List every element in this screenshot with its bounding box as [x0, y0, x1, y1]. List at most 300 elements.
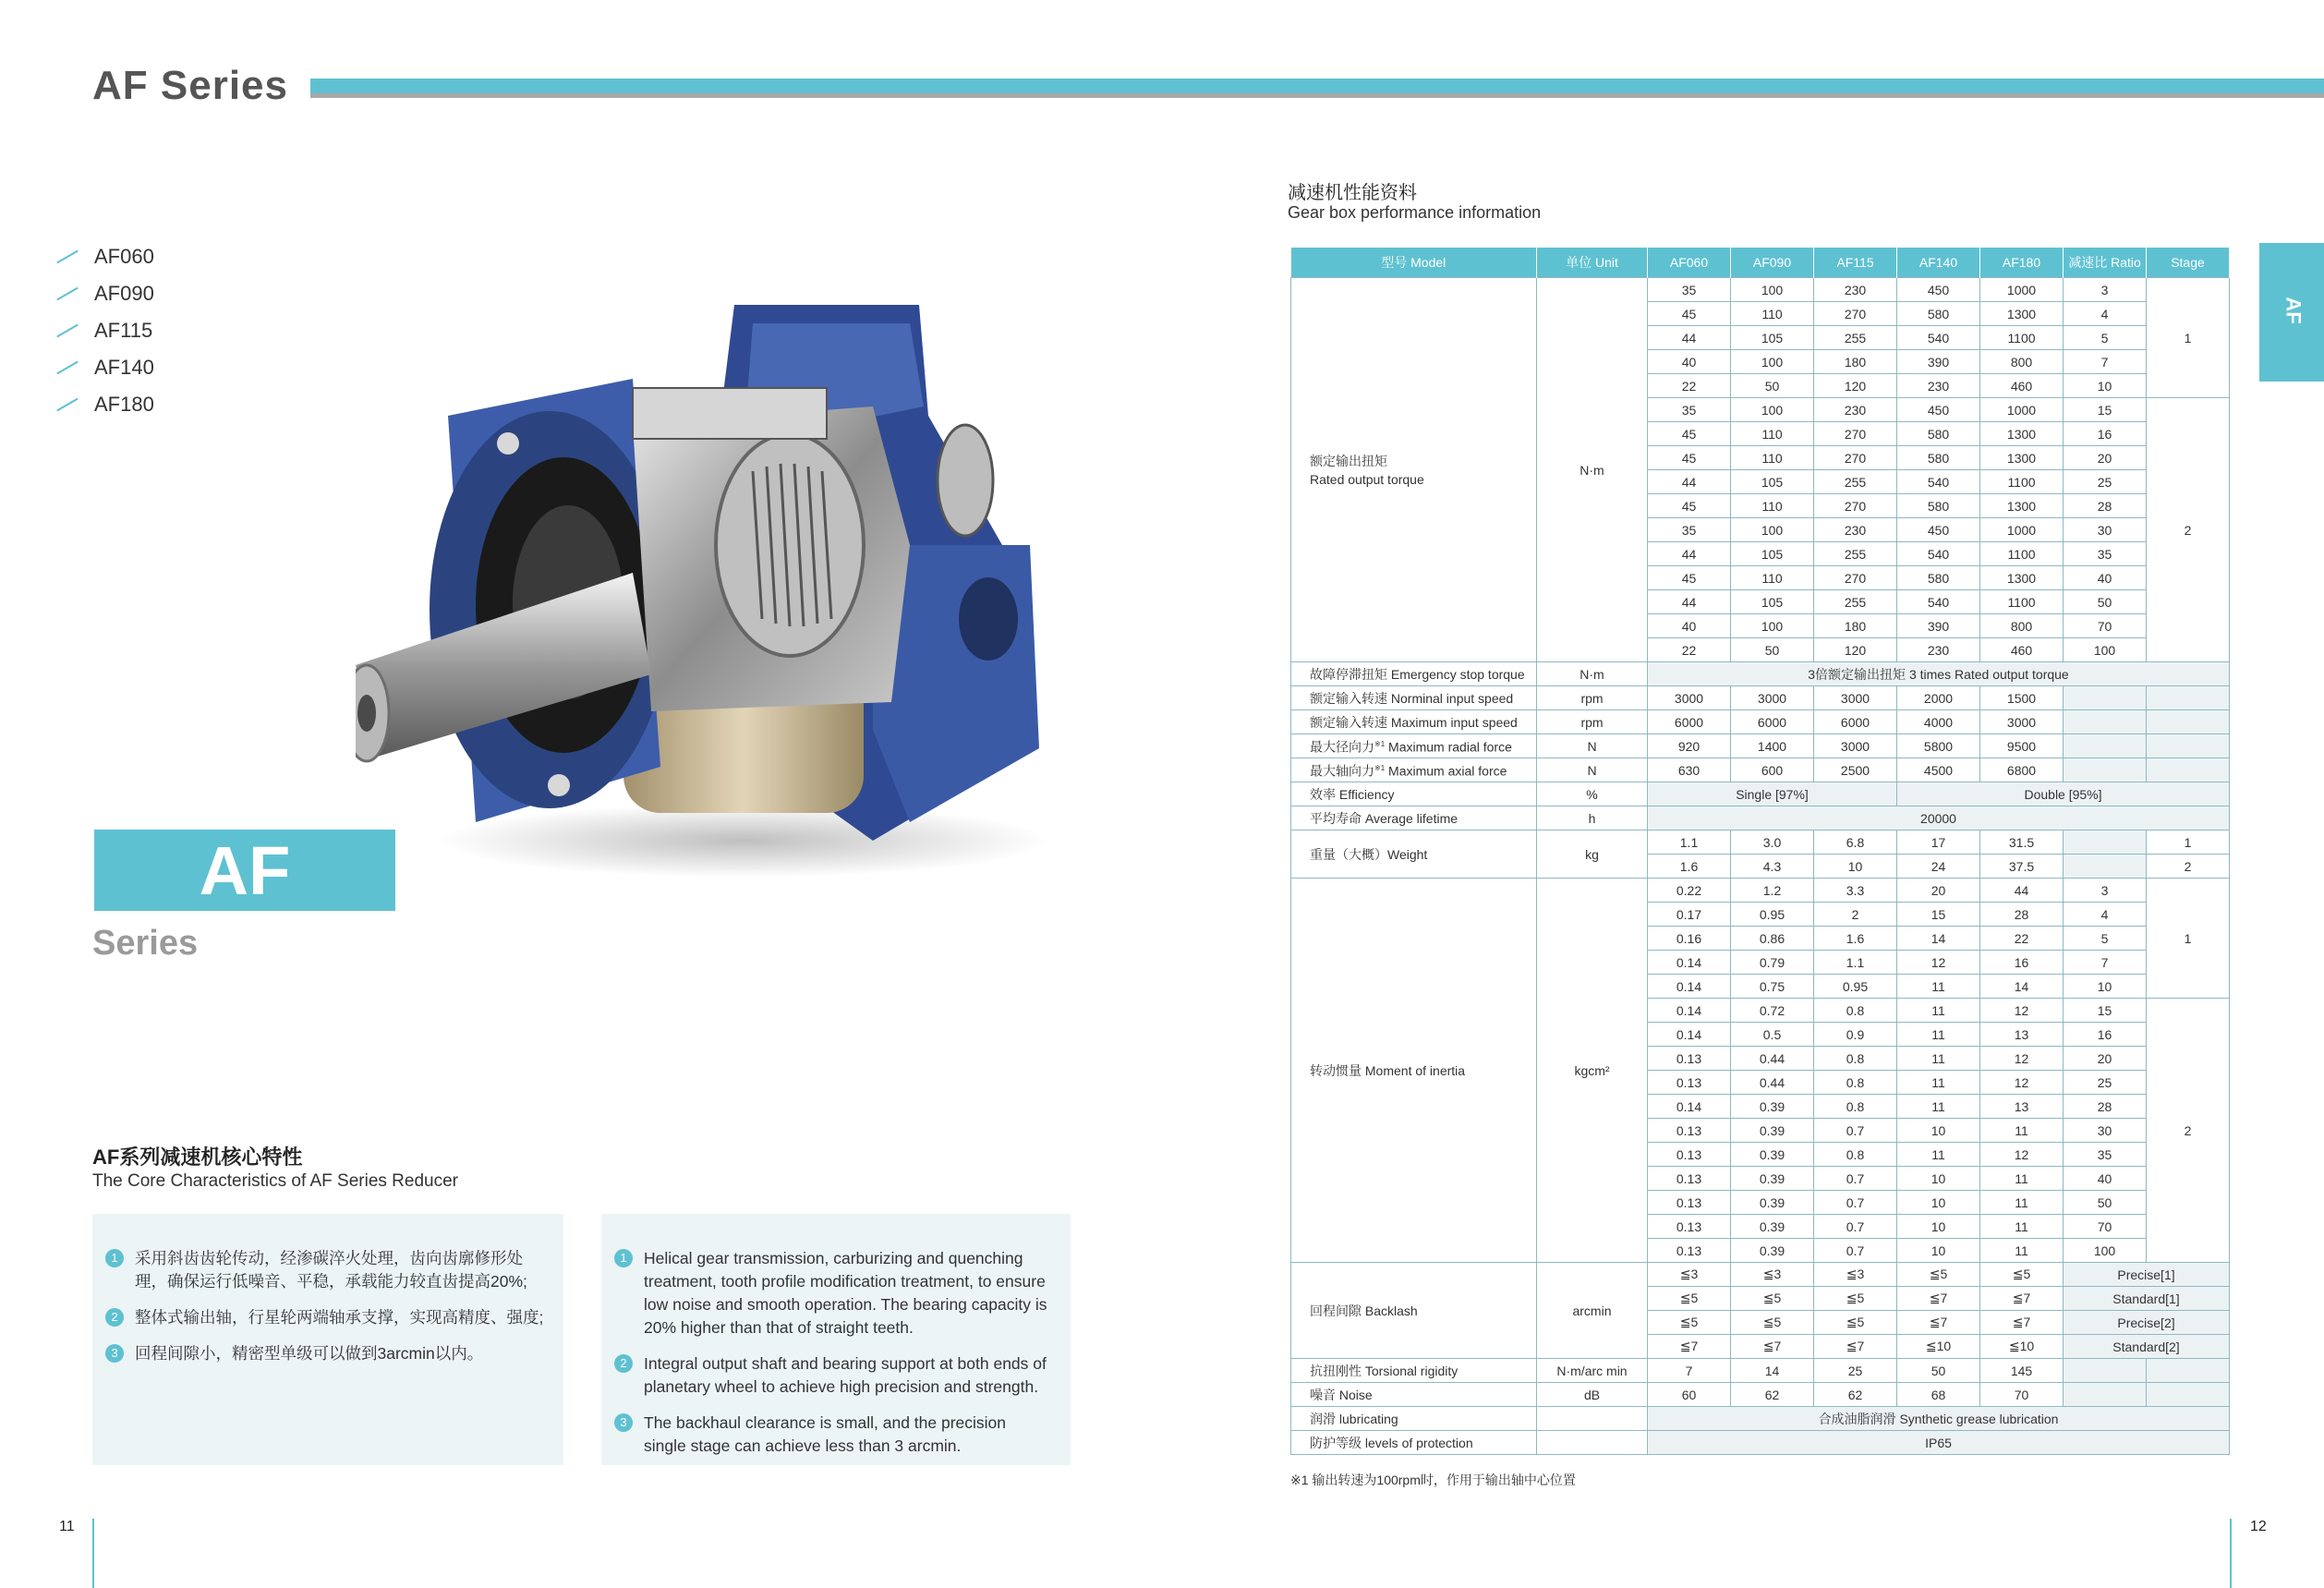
table-row	[1291, 1359, 2230, 1383]
row-label: 抗扭刚性 Torsional rigidity	[1291, 1359, 1537, 1383]
table-cell: ≦5	[1980, 1263, 2064, 1287]
perf-title-en: Gear box performance information	[1288, 203, 1542, 222]
ratio-cell: 40	[2064, 566, 2147, 590]
table-cell: 40	[1648, 350, 1731, 374]
table-cell: 6800	[1980, 758, 2064, 782]
table-cell: 255	[1814, 590, 1897, 614]
table-cell: 230	[1814, 398, 1897, 422]
table-row	[1291, 734, 2230, 758]
table-row	[1291, 710, 2230, 734]
col-header: 单位 Unit	[1537, 248, 1648, 278]
col-header: 型号 Model	[1291, 248, 1537, 278]
number-badge-icon: 3	[105, 1344, 124, 1363]
table-cell: 4.3	[1731, 855, 1814, 879]
table-cell: ≦5	[1814, 1311, 1897, 1335]
stage-cell: 2	[2147, 398, 2230, 662]
side-tab: AF	[2259, 243, 2324, 382]
table-cell: 3000	[1814, 686, 1897, 710]
table-cell: 390	[1897, 614, 1980, 638]
table-cell: 22	[1980, 927, 2064, 951]
table-cell: ≦7	[1897, 1311, 1980, 1335]
unit-cell: rpm	[1537, 686, 1648, 710]
model-list-item: AF090	[55, 275, 154, 312]
unit-cell: %	[1537, 782, 1648, 806]
ratio-cell: 25	[2064, 470, 2147, 494]
table-cell: 0.39	[1731, 1167, 1814, 1191]
table-cell	[2147, 686, 2230, 710]
table-cell	[2064, 830, 2147, 855]
row-label: 最大径向力$^{※1}$ Maximum radial force	[1291, 734, 1537, 758]
row-label: 噪音 Noise	[1291, 1383, 1537, 1407]
table-cell: 2500	[1814, 758, 1897, 782]
table-cell: 0.14	[1648, 951, 1731, 975]
table-cell: 0.7	[1814, 1167, 1897, 1191]
table-cell: 14	[1980, 975, 2064, 999]
table-row	[1291, 806, 2230, 830]
table-cell: 2000	[1897, 686, 1980, 710]
table-cell: 4500	[1897, 758, 1980, 782]
table-cell	[2147, 710, 2230, 734]
model-list-item: AF115	[55, 312, 154, 349]
table-cell: 11	[1980, 1191, 2064, 1215]
table-cell: 37.5	[1980, 855, 2064, 879]
table-cell	[2064, 758, 2147, 782]
table-cell: 540	[1897, 542, 1980, 566]
table-row	[1291, 879, 2230, 903]
unit-cell: dB	[1537, 1383, 1648, 1407]
model-list	[55, 238, 154, 423]
stage-cell: 1	[2147, 278, 2230, 398]
table-cell: ≦7	[1648, 1335, 1731, 1359]
feature-item: 3 The backhaul clearance is small, and the precision single stage can achieve less than 3 arcmin.	[614, 1412, 1052, 1458]
table-cell: 105	[1731, 590, 1814, 614]
table-cell: 1.1	[1648, 830, 1731, 855]
table-cell: 45	[1648, 302, 1731, 326]
ratio-cell: 30	[2064, 1119, 2147, 1143]
table-cell	[2147, 1359, 2230, 1383]
table-cell: 10	[1897, 1239, 1980, 1263]
table-cell: 0.39	[1731, 1119, 1814, 1143]
table-cell: 540	[1897, 590, 1980, 614]
table-cell: 630	[1648, 758, 1731, 782]
table-cell: 14	[1731, 1359, 1814, 1383]
table-cell: 270	[1814, 494, 1897, 518]
table-cell: 1100	[1980, 326, 2064, 350]
table-cell: 24	[1897, 855, 1980, 879]
table-row	[1291, 662, 2230, 686]
table-cell: 1100	[1980, 470, 2064, 494]
table-cell: 0.39	[1731, 1143, 1814, 1167]
ratio-cell: 100	[2064, 1239, 2147, 1263]
col-header: AF140	[1897, 248, 1980, 278]
table-cell: 35	[1648, 278, 1731, 302]
table-cell: 180	[1814, 350, 1897, 374]
row-label: 平均寿命 Average lifetime	[1291, 806, 1537, 830]
table-row	[1291, 1263, 2230, 1287]
table-cell: 100	[1731, 518, 1814, 542]
table-cell: 3.3	[1814, 879, 1897, 903]
table-cell: 12	[1980, 1047, 2064, 1071]
table-row	[1291, 1407, 2230, 1431]
table-cell: 105	[1731, 542, 1814, 566]
table-cell: 110	[1731, 302, 1814, 326]
feature-item: 3 回程间隙小，精密型单级可以做到3arcmin以内。	[105, 1342, 545, 1365]
table-cell: 17	[1897, 830, 1980, 855]
table-cell: 7	[1648, 1359, 1731, 1383]
table-cell: 31.5	[1980, 830, 2064, 855]
table-cell: 3.0	[1731, 830, 1814, 855]
table-cell: 230	[1897, 638, 1980, 662]
ratio-cell: 28	[2064, 494, 2147, 518]
table-header-row	[1291, 248, 2230, 278]
table-cell: 1100	[1980, 590, 2064, 614]
feature-item: 1 Helical gear transmission, carburizing and quenching treatment, tooth profile modification treatment, to ensure low noise and smooth operation. The bearing capacity is 20% higher than that of straight teeth.	[614, 1247, 1052, 1339]
table-cell: 0.7	[1814, 1239, 1897, 1263]
table-cell: 12	[1980, 999, 2064, 1023]
table-cell	[2064, 1383, 2147, 1407]
table-cell: 1400	[1731, 734, 1814, 758]
table-cell: 580	[1897, 446, 1980, 470]
row-label: 额定输入转速 Maximum input speed	[1291, 710, 1537, 734]
features-cn-box	[92, 1214, 563, 1465]
table-cell: 800	[1980, 614, 2064, 638]
ratio-cell: 70	[2064, 614, 2147, 638]
table-cell: 0.39	[1731, 1095, 1814, 1119]
table-cell: 255	[1814, 542, 1897, 566]
row-label: 最大轴向力$^{※1}$ Maximum axial force	[1291, 758, 1537, 782]
row-label: 润滑 lubricating	[1291, 1407, 1537, 1431]
table-row	[1291, 1431, 2230, 1455]
table-cell: 44	[1648, 470, 1731, 494]
feature-item: 2 Integral output shaft and bearing support at both ends of planetary wheel to achieve high precision and strength.	[614, 1352, 1052, 1399]
unit-cell: arcmin	[1537, 1263, 1648, 1359]
table-cell: 60	[1648, 1383, 1731, 1407]
features-en-box	[601, 1214, 1071, 1465]
table-cell: ≦7	[1731, 1335, 1814, 1359]
row-label: 防护等级 levels of protection	[1291, 1431, 1537, 1455]
table-cell: 44	[1648, 590, 1731, 614]
table-cell: 11	[1897, 1095, 1980, 1119]
table-cell: 10	[1897, 1167, 1980, 1191]
table-cell: 9500	[1980, 734, 2064, 758]
table-cell: 0.13	[1648, 1047, 1731, 1071]
table-cell: 6000	[1731, 710, 1814, 734]
table-cell: 1000	[1980, 398, 2064, 422]
ratio-cell: 30	[2064, 518, 2147, 542]
table-cell: 45	[1648, 446, 1731, 470]
feature-item: 1 采用斜齿齿轮传动，经渗碳淬火处理，齿向齿廓修形处理，确保运行低噪音、平稳，承载能力较直齿提高20%;	[105, 1247, 545, 1293]
ratio-cell: 7	[2064, 951, 2147, 975]
table-cell: 45	[1648, 566, 1731, 590]
table-cell: 0.16	[1648, 927, 1731, 951]
table-cell	[2064, 734, 2147, 758]
unit-cell: N·m	[1537, 278, 1648, 662]
table-cell	[2147, 758, 2230, 782]
table-cell: 270	[1814, 566, 1897, 590]
table-cell: 120	[1814, 638, 1897, 662]
table-cell: 28	[1980, 903, 2064, 927]
table-cell: ≦5	[1731, 1287, 1814, 1311]
feature-item: 2 整体式输出轴，行星轮两端轴承支撑，实现高精度、强度;	[105, 1306, 545, 1329]
table-cell: 100	[1731, 350, 1814, 374]
page-number-right: 12	[2250, 1519, 2267, 1534]
table-cell: 270	[1814, 422, 1897, 446]
table-cell: 0.14	[1648, 1023, 1731, 1047]
table-cell: 460	[1980, 374, 2064, 398]
core-title-cn: AF系列减速机核心特性	[92, 1146, 303, 1169]
table-cell: 45	[1648, 422, 1731, 446]
table-cell: ≦5	[1897, 1263, 1980, 1287]
table-cell: 35	[1648, 398, 1731, 422]
table-cell: 0.14	[1648, 1095, 1731, 1119]
table-cell: 0.14	[1648, 975, 1731, 999]
table-cell: Standard[1]	[2064, 1287, 2230, 1311]
table-cell: 0.8	[1814, 999, 1897, 1023]
table-cell: 3000	[1980, 710, 2064, 734]
table-cell: 5800	[1897, 734, 1980, 758]
slash-icon	[56, 250, 79, 264]
table-cell: 0.39	[1731, 1191, 1814, 1215]
table-cell: 145	[1980, 1359, 2064, 1383]
model-list-item: AF180	[55, 386, 154, 423]
table-cell: 3000	[1648, 686, 1731, 710]
slash-icon	[56, 287, 79, 301]
unit-cell: N·m	[1537, 662, 1648, 686]
table-cell: 1300	[1980, 494, 2064, 518]
table-cell: 1100	[1980, 542, 2064, 566]
table-cell: ≦5	[1814, 1287, 1897, 1311]
table-cell: 110	[1731, 446, 1814, 470]
table-row	[1291, 830, 2230, 855]
table-body	[1291, 278, 2230, 1455]
table-cell: 45	[1648, 494, 1731, 518]
table-cell: 20	[1897, 879, 1980, 903]
table-cell: ≦3	[1648, 1263, 1731, 1287]
ratio-cell: 50	[2064, 590, 2147, 614]
table-cell: 1.1	[1814, 951, 1897, 975]
table-cell: 1300	[1980, 446, 2064, 470]
table-cell: 11	[1897, 1143, 1980, 1167]
table-cell: 10	[1897, 1119, 1980, 1143]
table-cell: Standard[2]	[2064, 1335, 2230, 1359]
table-cell: 44	[1648, 326, 1731, 350]
table-cell: 0.86	[1731, 927, 1814, 951]
table-cell: 180	[1814, 614, 1897, 638]
table-cell: 0.5	[1731, 1023, 1814, 1047]
unit-cell: N	[1537, 734, 1648, 758]
table-row	[1291, 686, 2230, 710]
number-badge-icon: 3	[614, 1413, 633, 1432]
row-label: 故障停滞扭矩 Emergency stop torque	[1291, 662, 1537, 686]
table-cell	[2147, 734, 2230, 758]
table-cell: 0.44	[1731, 1047, 1814, 1071]
stage-cell: 1	[2147, 830, 2230, 855]
table-cell: Double [95%]	[1897, 782, 2230, 806]
table-cell: 6000	[1814, 710, 1897, 734]
table-cell: 105	[1731, 326, 1814, 350]
slash-icon	[56, 324, 79, 338]
table-cell: 920	[1648, 734, 1731, 758]
table-cell: 110	[1731, 566, 1814, 590]
table-cell: 3000	[1814, 734, 1897, 758]
row-label: 重量（大概）Weight	[1291, 830, 1537, 879]
footnote: ※1 输出转速为100rpm时，作用于输出轴中心位置	[1290, 1473, 1576, 1487]
table-cell: 100	[1731, 398, 1814, 422]
ratio-cell: 16	[2064, 1023, 2147, 1047]
table-cell	[2064, 710, 2147, 734]
table-cell: 1500	[1980, 686, 2064, 710]
table-cell: 600	[1731, 758, 1814, 782]
table-cell: 110	[1731, 422, 1814, 446]
ratio-cell: 5	[2064, 927, 2147, 951]
table-cell: 11	[1897, 1047, 1980, 1071]
col-header: AF060	[1648, 248, 1731, 278]
ratio-cell: 3	[2064, 278, 2147, 302]
table-cell: 15	[1897, 903, 1980, 927]
table-row	[1291, 278, 2230, 302]
table-cell: 3倍额定输出扭矩 3 times Rated output torque	[1648, 662, 2230, 686]
table-cell: 10	[1897, 1191, 1980, 1215]
ratio-cell: 15	[2064, 398, 2147, 422]
table-cell: ≦5	[1648, 1311, 1731, 1335]
table-cell: 6.8	[1814, 830, 1897, 855]
table-cell: 0.8	[1814, 1071, 1897, 1095]
table-cell: 1300	[1980, 302, 2064, 326]
table-cell: 44	[1980, 879, 2064, 903]
table-cell: Precise[1]	[2064, 1263, 2230, 1287]
col-header: AF115	[1814, 248, 1897, 278]
ratio-cell: 3	[2064, 879, 2147, 903]
col-header: AF090	[1731, 248, 1814, 278]
table-cell: ≦5	[1731, 1311, 1814, 1335]
table-cell: 580	[1897, 494, 1980, 518]
unit-cell: rpm	[1537, 710, 1648, 734]
page-number-left: 11	[59, 1519, 75, 1534]
table-cell: 100	[1731, 278, 1814, 302]
table-cell: 0.13	[1648, 1215, 1731, 1239]
table-cell: Precise[2]	[2064, 1311, 2230, 1335]
unit-cell	[1537, 1431, 1648, 1455]
table-cell: 580	[1897, 302, 1980, 326]
table-cell: Single [97%]	[1648, 782, 1897, 806]
stage-cell: 2	[2147, 855, 2230, 879]
table-cell: 255	[1814, 470, 1897, 494]
ratio-cell: 70	[2064, 1215, 2147, 1239]
row-label: 额定输入转速 Norminal input speed	[1291, 686, 1537, 710]
number-badge-icon: 1	[614, 1249, 633, 1267]
table-cell: 62	[1814, 1383, 1897, 1407]
table-cell: 22	[1648, 374, 1731, 398]
table-cell: 0.7	[1814, 1191, 1897, 1215]
table-cell: 1300	[1980, 566, 2064, 590]
table-cell: 12	[1897, 951, 1980, 975]
col-header: AF180	[1980, 248, 2064, 278]
slash-icon	[56, 361, 79, 375]
table-cell: 230	[1814, 518, 1897, 542]
table-cell: 0.95	[1731, 903, 1814, 927]
torque-label-en: Rated output torque	[1310, 471, 1424, 487]
table-cell: 0.13	[1648, 1167, 1731, 1191]
table-cell: 11	[1897, 975, 1980, 999]
table-cell	[2064, 855, 2147, 879]
model-list-item: AF060	[55, 238, 154, 275]
table-cell: 120	[1814, 374, 1897, 398]
table-cell: 12	[1980, 1143, 2064, 1167]
table-cell: 0.9	[1814, 1023, 1897, 1047]
table-row	[1291, 758, 2230, 782]
perf-title-cn: 减速机性能资料	[1288, 183, 1417, 203]
table-cell: IP65	[1648, 1431, 2230, 1455]
row-label: 回程间隙 Backlash	[1291, 1263, 1537, 1359]
unit-cell	[1537, 1407, 1648, 1431]
table-row	[1291, 782, 2230, 806]
table-cell: 0.7	[1814, 1215, 1897, 1239]
table-cell: 0.13	[1648, 1239, 1731, 1263]
table-cell: 1.6	[1648, 855, 1731, 879]
col-header: 减速比 Ratio	[2064, 248, 2147, 278]
table-cell: 14	[1897, 927, 1980, 951]
table-cell: 13	[1980, 1023, 2064, 1047]
table-cell: 110	[1731, 494, 1814, 518]
table-cell: 12	[1980, 1071, 2064, 1095]
table-cell: ≦7	[1814, 1335, 1897, 1359]
table-cell: 10	[1897, 1215, 1980, 1239]
table-cell: 11	[1980, 1167, 2064, 1191]
ratio-cell: 20	[2064, 1047, 2147, 1071]
table-cell: 255	[1814, 326, 1897, 350]
page-title: AF Series	[92, 63, 288, 108]
table-cell: 390	[1897, 350, 1980, 374]
table-cell: 0.7	[1814, 1119, 1897, 1143]
table-cell: 0.22	[1648, 879, 1731, 903]
unit-cell: h	[1537, 806, 1648, 830]
table-cell: 270	[1814, 302, 1897, 326]
table-cell: 1300	[1980, 422, 2064, 446]
table-cell: 270	[1814, 446, 1897, 470]
table-cell: ≦10	[1897, 1335, 1980, 1359]
ratio-cell: 15	[2064, 999, 2147, 1023]
table-cell: 10	[1814, 855, 1897, 879]
core-title-en: The Core Characteristics of AF Series Reducer	[92, 1171, 458, 1191]
ratio-cell: 16	[2064, 422, 2147, 446]
table-cell: 230	[1814, 278, 1897, 302]
table-cell: ≦3	[1814, 1263, 1897, 1287]
table-cell: 1.6	[1814, 927, 1897, 951]
table-cell: 70	[1980, 1383, 2064, 1407]
table-cell: 450	[1897, 518, 1980, 542]
table-cell: 0.75	[1731, 975, 1814, 999]
table-cell: ≦10	[1980, 1335, 2064, 1359]
table-cell: 4000	[1897, 710, 1980, 734]
table-cell: 230	[1897, 374, 1980, 398]
table-cell: 580	[1897, 422, 1980, 446]
table-cell: 3000	[1731, 686, 1814, 710]
table-cell: 0.13	[1648, 1143, 1731, 1167]
table-cell: ≦5	[1648, 1287, 1731, 1311]
table-cell: 11	[1897, 1071, 1980, 1095]
table-cell: ≦7	[1897, 1287, 1980, 1311]
table-cell: 6000	[1648, 710, 1731, 734]
unit-cell: N·m/arc min	[1537, 1359, 1648, 1383]
table-cell: 11	[1897, 999, 1980, 1023]
unit-cell: kgcm²	[1537, 879, 1648, 1263]
table-cell: 50	[1897, 1359, 1980, 1383]
ratio-cell: 10	[2064, 374, 2147, 398]
ratio-cell: 7	[2064, 350, 2147, 374]
table-cell: 62	[1731, 1383, 1814, 1407]
table-cell: 40	[1648, 614, 1731, 638]
table-cell: 1000	[1980, 278, 2064, 302]
